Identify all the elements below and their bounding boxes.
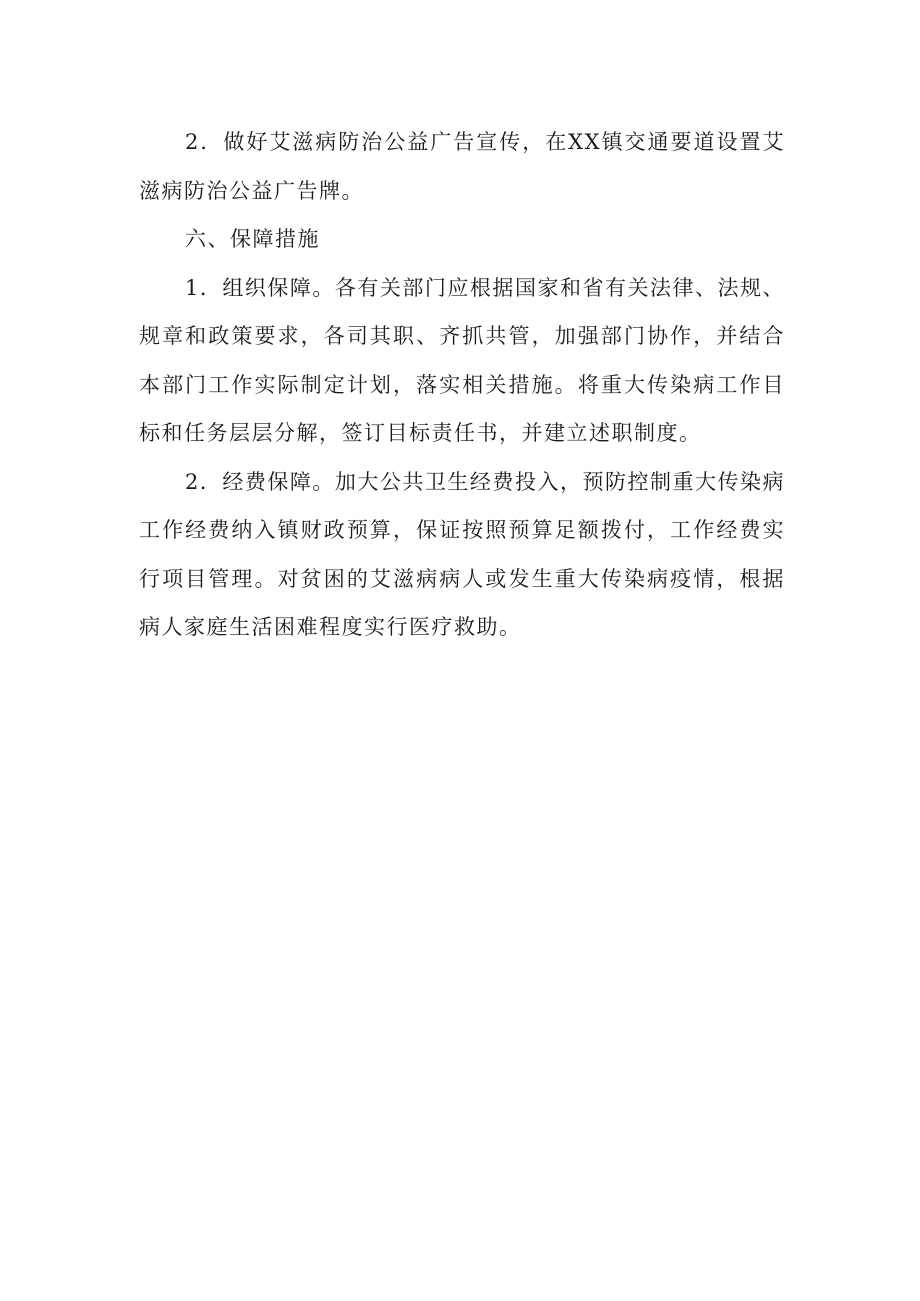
paragraph-funding-guarantee: 2．经费保障。加大公共卫生经费投入，预防控制重大传染病工作经费纳入镇财政预算，保证按照预算足额拨付，工作经费实行项目管理。对贫困的艾滋病病人或发生重大传染病疫情，根据病人家庭生活困难程度实行医疗救助。 — [139, 469, 785, 639]
document-body — [139, 118, 785, 652]
paragraph-organizational-guarantee: 1．组织保障。各有关部门应根据国家和省有关法律、法规、规章和政策要求，各司其职、齐抓共管，加强部门协作，并结合本部门工作实际制定计划，落实相关措施。将重大传染病工作目标和任务层层分解，签订目标责任书，并建立述职制度。 — [139, 275, 785, 445]
section-heading-safeguards: 六、保障措施 — [185, 227, 320, 251]
paragraph-ad-publicity: 2．做好艾滋病防治公益广告宣传，在XX镇交通要道设置艾滋病防治公益广告牌。 — [139, 130, 785, 203]
